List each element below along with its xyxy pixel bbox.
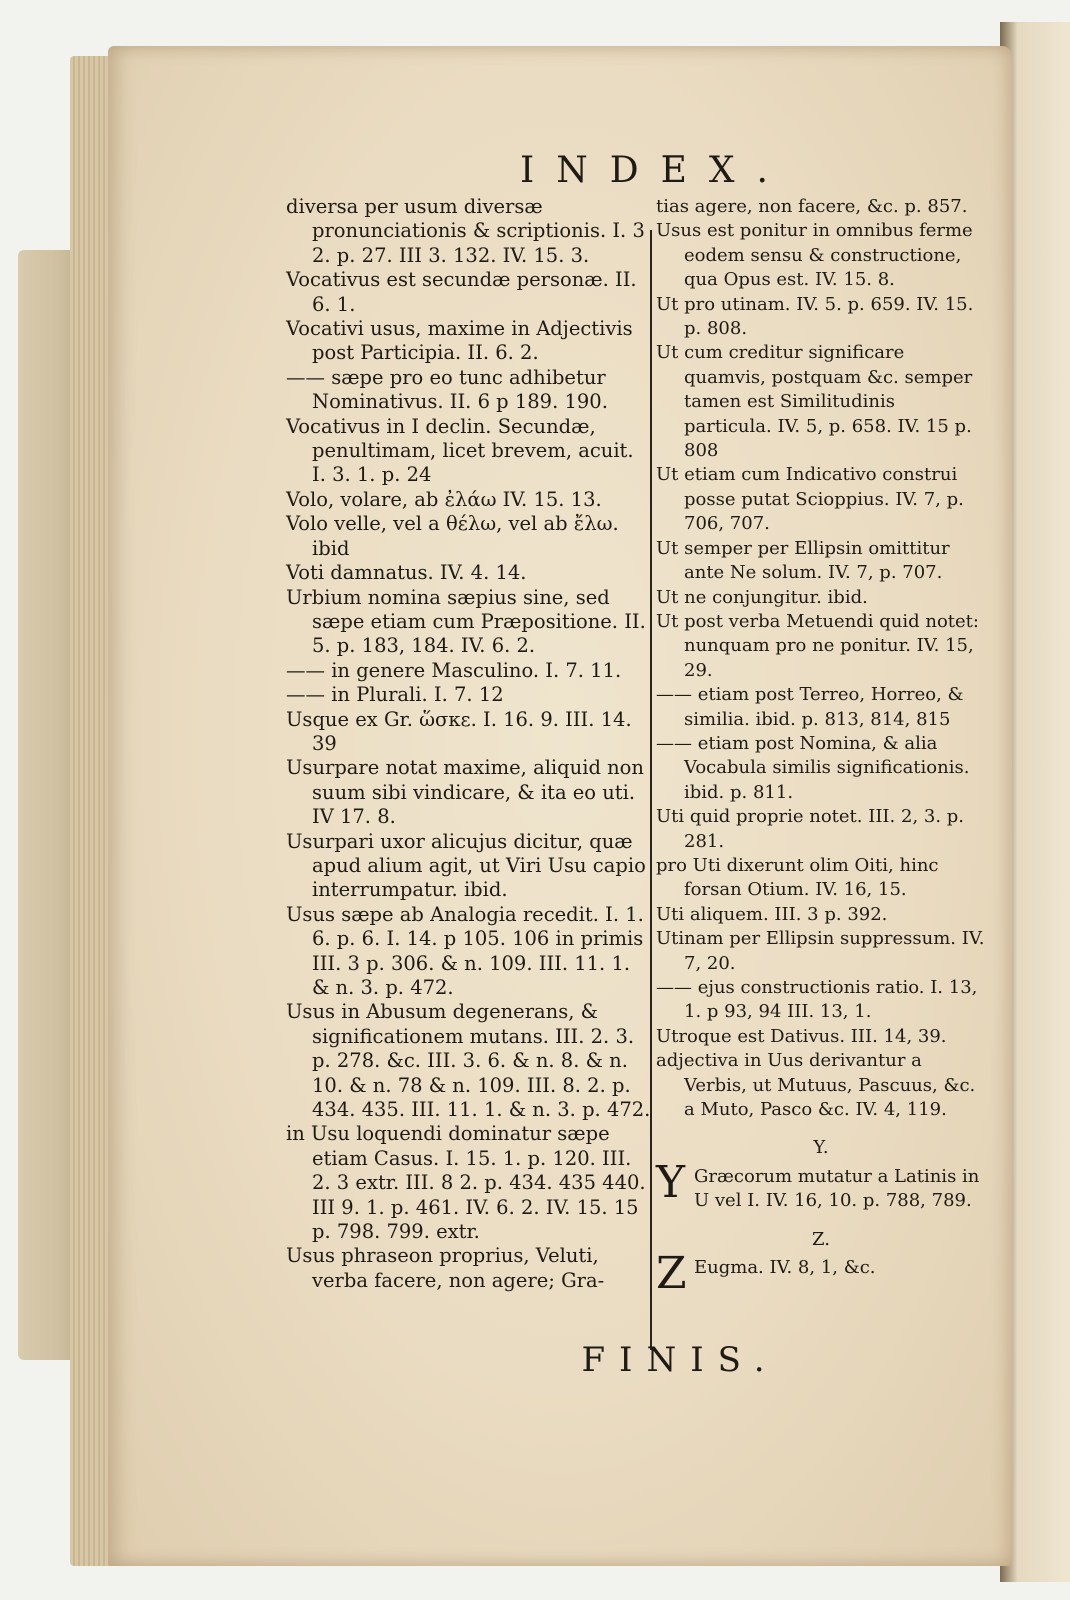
section-heading-y: Y. xyxy=(813,1137,829,1159)
index-entry: Ut semper per Ellipsin omittitur ante Ne solum. IV. 7, p. 707. xyxy=(656,537,950,584)
entry-text: Eugma. IV. 8, 1, &c. xyxy=(694,1257,876,1279)
index-entry: Urbium nomina sæpius sine, sed sæpe etiam cum Præpositione. II. 5. p. 183, 184. IV. 6. 2. xyxy=(286,585,646,658)
index-entry: tias agere, non facere, &c. p. 857. xyxy=(656,196,968,217)
index-entry: Vocativi usus, maxime in Adjectivis post Participia. II. 6. 2. xyxy=(286,317,633,365)
index-column-right xyxy=(656,195,986,1300)
index-entry: Vocativus in I declin. Secundæ, penultimam, licet brevem, acuit. I. 3. 1. p. 24 xyxy=(286,414,634,487)
index-entry: Uti aliquem. III. 3 p. 392. xyxy=(656,903,888,925)
column-divider xyxy=(650,230,652,1350)
index-entry: Uti quid proprie notet. III. 2, 3. p. 281. xyxy=(656,806,965,852)
index-entry: —— etiam post Terreo, Horreo, & similia. ibid. p. 813, 814, 815 xyxy=(656,684,964,730)
entry-text: Græcorum mutatur a Latinis in U vel I. IV. 16, 10. p. 788, 789. xyxy=(694,1165,980,1212)
index-entry: Voti damnatus. IV. 4. 14. xyxy=(286,561,527,585)
index-entry: Usus in Abusum degenerans, & significationem mutans. III. 2. 3. p. 278. &c. III. 3. 6. & n. 8. & n. 10. & n. 78 & n. 109. III. 8. 2. p. 434. 435. III. 11. 1. & n. 3. p. 472. xyxy=(286,1000,651,1122)
index-entry: diversa per usum diversæ pronunciationis & scriptionis. I. 3 2. p. 27. III 3. 132. IV. 15. 3. xyxy=(286,195,645,267)
index-entry: pro Uti dixerunt olim Oiti, hinc forsan Otium. IV. 16, 15. xyxy=(656,854,939,901)
index-entry: Utinam per Ellipsin suppressum. IV. 7, 20. xyxy=(656,928,985,974)
index-entry: Utroque est Dativus. III. 14, 39. xyxy=(656,1025,947,1047)
index-entry: Usus sæpe ab Analogia recedit. I. 1. 6. p. 6. I. 14. p 105. 106 in primis III. 3 p. 306. & n. 109. III. 11. 1. & n. 3. p. 472. xyxy=(286,902,644,999)
index-entry-z xyxy=(656,1248,986,1300)
index-entry: Usurpare notat maxime, aliquid non suum sibi vindicare, & ita eo uti. IV 17. 8. xyxy=(286,756,644,829)
index-entry-y xyxy=(656,1156,986,1214)
index-entry: Vocativus est secundæ personæ. II. 6. 1. xyxy=(286,268,637,316)
index-column-left xyxy=(286,195,652,1293)
index-entry: Ut pro utinam. IV. 5. p. 659. IV. 15. p. 808. xyxy=(656,293,974,340)
index-entry: Ut post verba Metuendi quid notet: nunquam pro ne ponitur. IV. 15, 29. xyxy=(656,610,979,681)
index-entry: Volo, volare, ab ἐλάω IV. 15. 13. xyxy=(286,487,602,511)
index-entry: —— ejus constructionis ratio. I. 13, 1. p 93, 94 III. 13, 1. xyxy=(656,977,978,1023)
index-entry: —— in genere Masculino. I. 7. 11. xyxy=(286,658,622,682)
page-header: INDEX. xyxy=(520,150,790,191)
index-entry: Usus phraseon proprius, Veluti, verba facere, non agere; Gra- xyxy=(286,1244,605,1292)
index-entry: —— in Plurali. I. 7. 12 xyxy=(286,683,504,707)
index-entry: Usurpari uxor alicujus dicitur, quæ apud alium agit, ut Viri Usu capio interrumpatur. ibid. xyxy=(286,829,646,902)
index-entry: Usque ex Gr. ὥσκε. I. 16. 9. III. 14. 39 xyxy=(286,707,632,755)
index-entry: —— sæpe pro eo tunc adhibetur Nominativus. II. 6 p 189. 190. xyxy=(286,365,608,414)
dropcap-y: Y xyxy=(656,1156,686,1208)
index-entry: Ut cum creditur significare quamvis, postquam &c. semper tamen est Similitudinis particula. IV. 5, p. 658. IV. 15 p. 808 xyxy=(656,342,973,462)
finis-footer: FINIS. xyxy=(581,1340,779,1380)
index-entry: Ut etiam cum Indicativo construi posse putat Scioppius. IV. 7, p. 706, 707. xyxy=(656,464,964,535)
index-entry: Volo velle, vel a θέλω, vel ab ἔλω. ibid xyxy=(286,512,619,560)
index-entry: —— etiam post Nomina, & alia Vocabula similis significationis. ibid. p. 811. xyxy=(656,732,970,803)
section-heading-z: Z. xyxy=(812,1228,830,1250)
index-entry: Usus est ponitur in omnibus ferme eodem sensu & constructione, qua Opus est. IV. 15. 8. xyxy=(656,220,973,291)
index-entry: in Usu loquendi dominatur sæpe etiam Casus. I. 15. 1. p. 120. III. 2. 3 extr. III. 8 2. p. 434. 435 440. III 9. 1. p. 461. IV. 6. 2. IV. 15. 15 p. 798. 799. extr. xyxy=(286,1122,646,1244)
index-entry: adjectiva in Uus derivantur a Verbis, ut Mutuus, Pascuus, &c. a Muto, Pasco &c. IV. 4, 119. xyxy=(656,1050,976,1121)
index-entry: Ut ne conjungitur. ibid. xyxy=(656,586,868,608)
dropcap-z: Z xyxy=(656,1248,687,1300)
